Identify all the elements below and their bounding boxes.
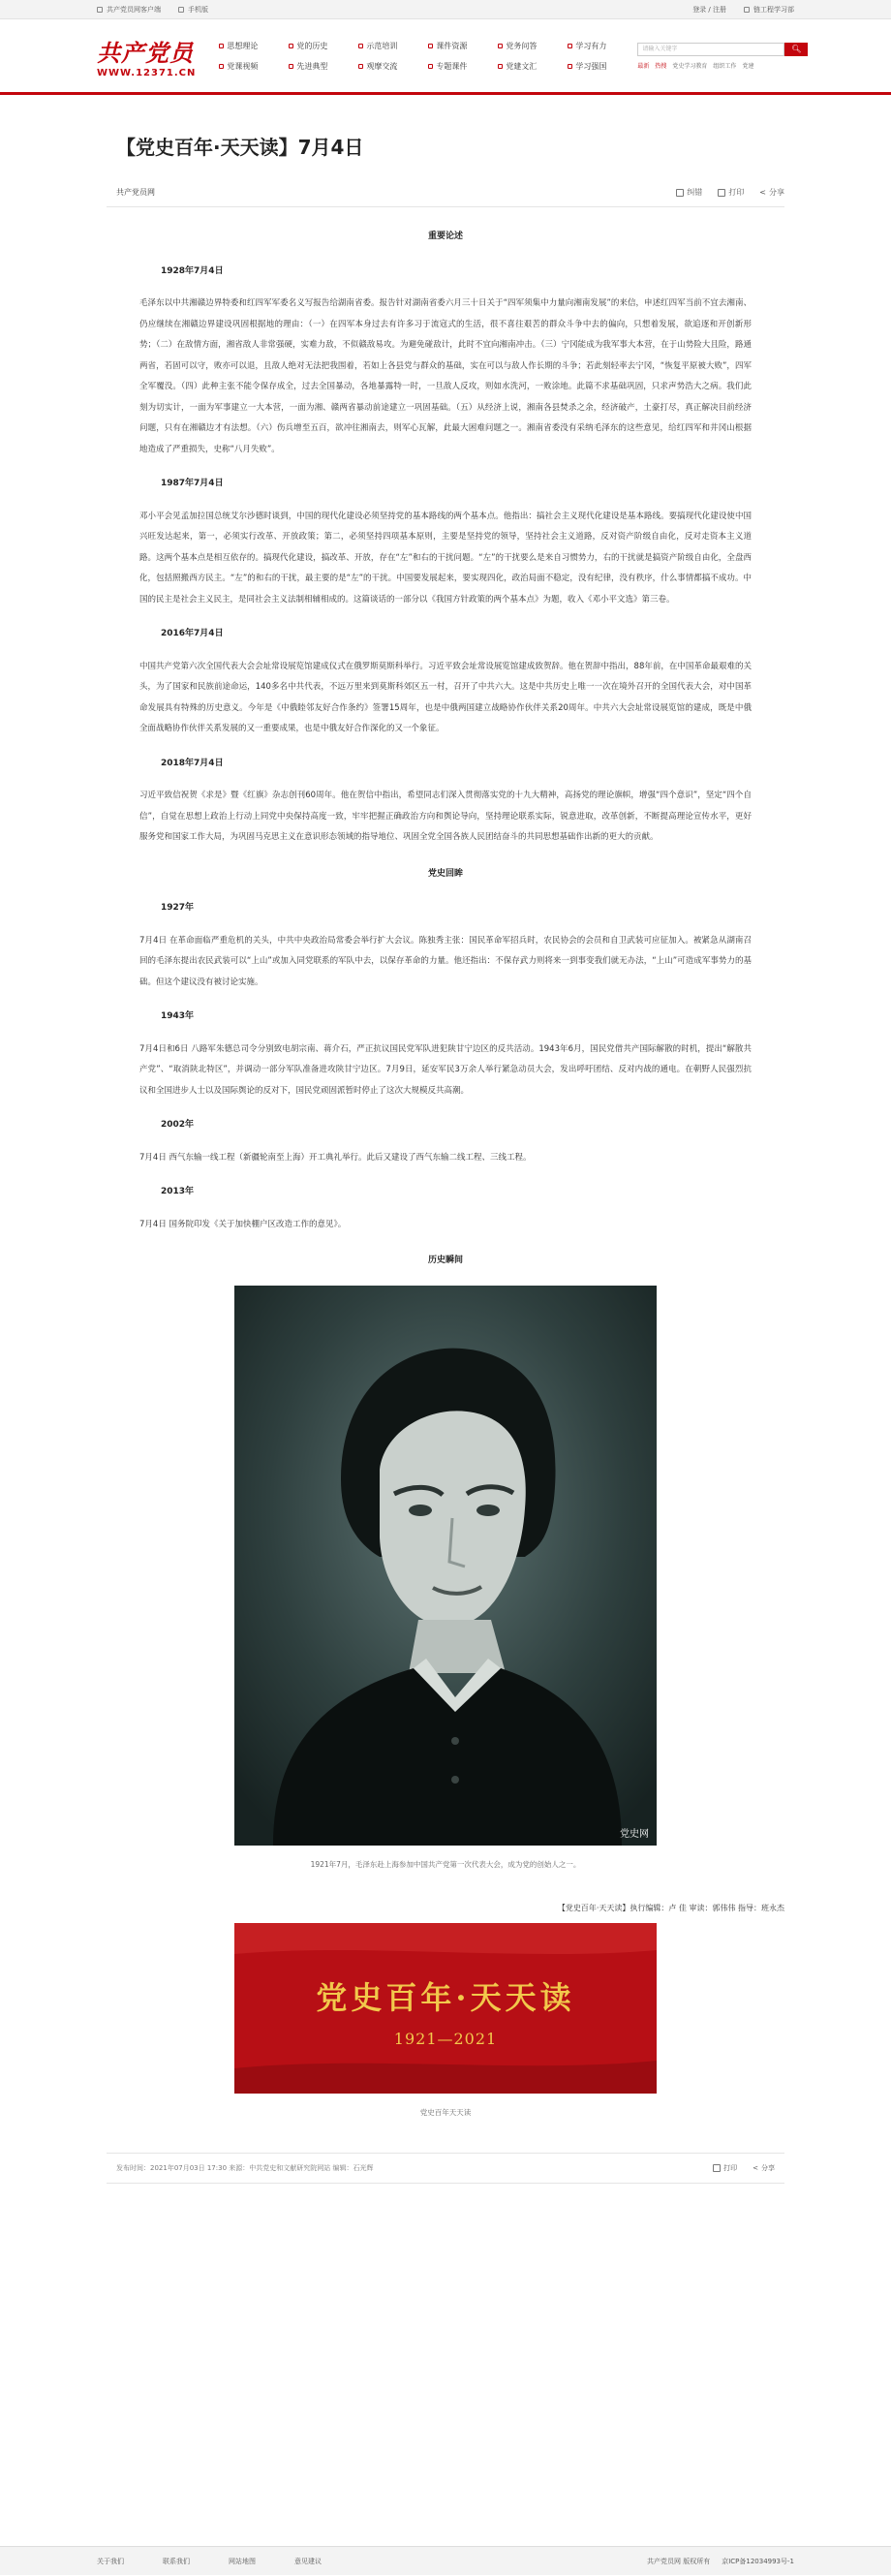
photo-watermark: 党史网	[620, 1828, 649, 1840]
editor-credits: 【党史百年·天天读】执行编辑：卢 佳 审读：郭伟伟 指导：班永杰	[557, 1903, 784, 1912]
historical-photo-figure	[234, 1286, 657, 1870]
mobile-icon	[178, 7, 184, 13]
nav-bullet-icon	[498, 44, 503, 48]
series-banner-figure	[234, 1923, 657, 2118]
date-heading: 2013年	[161, 1187, 195, 1196]
nav-bullet-icon	[428, 44, 433, 48]
edit-icon	[676, 189, 684, 197]
hot-keyword[interactable]: 组织工作	[713, 62, 737, 70]
nav-bullet-icon	[428, 64, 433, 69]
main-nav	[219, 41, 637, 72]
share-button[interactable]: < 分享	[759, 188, 784, 197]
nav-bullet-icon	[568, 64, 572, 69]
nav-item[interactable]: 党的历史	[289, 41, 358, 51]
section-heading: 重要论述	[427, 232, 463, 241]
paragraph: 中国共产党第六次全国代表大会会址常设展览馆建成仪式在俄罗斯莫斯科举行。习近平致会址常设展览馆建成致贺辞。他在贺辞中指出，88年前，在中国革命最艰难的关头，为了国家和民族前途命运，140多名中共代表，不远万里来到莫斯科郊区五一村，召开了中共六大。这是中共历史上唯一一次在境外召开的全国代表大会，对中国革命发展具有特殊的历史意义。今年是《中俄睦邻友好合作条约》签署15周年，也是中俄两国建立战略协作伙伴关系20周年。中共六大会址常设展览馆的建成，既是中俄全面战略协作伙伴关系发展的又一重要成果，也是中俄友好合作深化的又一个象征。	[139, 661, 752, 733]
footer-link[interactable]: 联系我们	[163, 2558, 190, 2565]
article-title: 【党史百年·天天读】7月4日	[116, 136, 364, 159]
nav-bullet-icon	[358, 44, 363, 48]
hot-keyword[interactable]: 党建	[742, 62, 754, 70]
date-heading: 2016年7月4日	[161, 629, 224, 638]
date-heading: 1987年7月4日	[161, 479, 224, 488]
correct-button[interactable]: 纠错	[676, 187, 702, 198]
nav-item[interactable]: 观摩交流	[358, 61, 428, 72]
icp-number[interactable]: 京ICP备12034993号-1	[722, 2558, 794, 2565]
search-box	[637, 43, 808, 70]
nav-item[interactable]: 专题课件	[428, 61, 498, 72]
nav-item[interactable]: 课件资源	[428, 41, 498, 51]
search-input[interactable]: 请输入关键字	[637, 43, 784, 56]
article-source: 共产党员网	[116, 188, 155, 197]
hot-keywords	[637, 61, 808, 70]
paragraph: 7月4日 在革命面临严重危机的关头，中共中央政治局常委会举行扩大会议。陈独秀主张：国民革命军招兵时，农民协会的会员和自卫武装可应征加入。被紧急从湖南召回的毛泽东提出农民武装可以“上山”或加入同党联系的军队中去，以保存革命的力量。他还指出：不保存武力则将来一到事变我们就无办法，“上山”可造成军事势力的基础。但这个建议没有被讨论实施。	[139, 935, 752, 987]
search-icon: 🔍︎	[791, 44, 802, 53]
banner-years: 1921—2021	[393, 2029, 498, 2048]
publish-info: 发布时间：2021年07月03日 17:30 来源：中共党史和文献研究院网站 编辑：石光辉	[116, 2163, 374, 2172]
banner-caption: 党史百年天天读	[419, 2107, 472, 2117]
paragraph: 邓小平会见孟加拉国总统艾尔沙德时谈到，中国的现代化建设必须坚持党的基本路线的两个基本点。他指出：搞社会主义现代化建设是基本路线。要搞现代化建设使中国兴旺发达起来，第一，必须实行改革、开放政策；第二，必须坚持四项基本原则，主要是坚持党的领导，坚持社会主义道路，反对资产阶级自由化，反对走资本主义道路。这两个基本点是相互依存的。搞现代化建设，搞改革、开放，存在“左”和右的干扰问题。“左”的干扰要么是来自习惯势力，右的干扰就是搞资产阶级自由化，全盘西化，包括照搬西方民主。“左”的和右的干扰，最主要的是“左”的干扰。中国要发展起来，要实现四化，政治局面不稳定，没有纪律，没有秩序，什么事情都搞不成功。中国的民主是社会主义民主，是同社会主义法制相辅相成的。这篇谈话的一部分以《我国方针政策的两个基本点》为题，收入《邓小平文选》第三卷。	[139, 511, 752, 605]
article-tools-bottom	[713, 2163, 775, 2173]
photo-caption: 1921年7月，毛泽东赴上海参加中国共产党第一次代表大会，成为党的创始人之一。	[310, 1859, 581, 1869]
nav-bullet-icon	[219, 64, 224, 69]
print-icon	[718, 189, 725, 197]
hot-keyword[interactable]: 党史学习教育	[672, 62, 708, 70]
mobile-link[interactable]: 手机版	[178, 5, 208, 15]
login-link[interactable]: 登录 / 注册	[692, 6, 726, 14]
date-heading: 1927年	[161, 903, 195, 913]
share-icon: <	[753, 2163, 758, 2172]
section-heading: 历史瞬间	[427, 1256, 463, 1265]
nav-bullet-icon	[568, 44, 572, 48]
hot-keyword[interactable]: 最新	[637, 62, 650, 70]
historical-photo	[234, 1286, 657, 1846]
article-footer-meta	[107, 2153, 784, 2184]
hot-keyword[interactable]: 热搜	[655, 62, 667, 70]
series-banner	[234, 1923, 657, 2094]
section-heading: 党史回眸	[427, 868, 463, 879]
paragraph: 7月4日 西气东输一线工程（新疆轮南至上海）开工典礼举行。此后又建设了西气东输二线工程、三线工程。	[139, 1152, 532, 1163]
nav-item[interactable]: 学习有力	[568, 41, 637, 51]
nav-item[interactable]: 学习强国	[568, 61, 637, 72]
paragraph: 毛泽东以中共湘赣边界特委和红四军军委名义写报告给湖南省委。报告针对湖南省委六月三十日关于“四军须集中力量向湘南发展”的来信，申述红四军当前不宜去湘南、仍应继续在湘赣边界建设巩固根据地的理由：（一）在四军本身过去有许多习于流寇式的生活，很不喜往艰苦的群众斗争中去的偏向，只想着发展，欲追逐和开创新形势；（二）在敌情方面，湘省敌人非常强硬，实难力敌，不似赣敌易攻。为避免碰敌计，此时不宜向湘南冲击。（三）宁冈能成为我军事大本营，在于山势险大且险，路通两省，若固可以守，败亦可以退，且敌人绝对无法把我围着，若如上各县党与群众的基础，实在可以与敌人作长期的斗争；若此刻轻率去宁冈，“恢复平原被大败”，四军全军覆没。（四）此种主张不能令保存成全，过去全国暴动，各地暴露特一时，一旦敌人反攻，则如水洗河，一败涂地。此篇不求基础巩固，只求声势浩大之病。我们此刻为切实计，一面为军事建立一大本营，一面为湘、赣两省暴动前途建立一巩固基础。（五）从经济上说，湘南各县焚杀之余，经济破产，土豪打尽，真正解决目前经济问题，只有在湘赣边才有法想。（六）伤兵增至五百，欲冲往湘南去，则军心瓦解，此最大困难问题之一。湘南省委没有采纳毛泽东的这些意见，给红四军和井冈山根据地造成了严重损失，史称“八月失败”。	[139, 298, 752, 454]
nav-item[interactable]: 党务问答	[498, 41, 568, 51]
date-heading: 1943年	[161, 1011, 195, 1021]
report-link[interactable]: 链工程学习部	[744, 5, 794, 15]
footer-link[interactable]: 网站地图	[229, 2558, 256, 2565]
nav-bullet-icon	[289, 64, 293, 69]
nav-bullet-icon	[219, 44, 224, 48]
footer-link[interactable]: 关于我们	[97, 2558, 124, 2565]
article-meta-bar	[107, 187, 784, 207]
footer-link[interactable]: 意见建议	[294, 2558, 322, 2565]
share-button[interactable]: < 分享	[753, 2163, 775, 2172]
banner-title: 党史百年·天天读	[316, 1978, 575, 2016]
site-logo[interactable]: 共产党员 WWW.12371.CN	[97, 38, 197, 78]
article-tools	[676, 187, 784, 198]
nav-bullet-icon	[498, 64, 503, 69]
portrait-illustration	[234, 1286, 657, 1846]
nav-item[interactable]: 思想理论	[219, 41, 289, 51]
nav-item[interactable]: 党课视频	[219, 61, 289, 72]
article	[107, 132, 784, 2184]
print-button[interactable]: 打印	[718, 187, 744, 198]
app-link[interactable]: 共产党员网客户端	[97, 5, 161, 15]
search-button[interactable]	[784, 43, 808, 56]
site-header	[0, 19, 891, 95]
nav-item[interactable]: 先进典型	[289, 61, 358, 72]
nav-bullet-icon	[289, 44, 293, 48]
nav-item[interactable]: 示范培训	[358, 41, 428, 51]
share-icon: <	[759, 188, 766, 197]
copyright: 共产党员网 版权所有	[646, 2558, 711, 2565]
print-icon	[713, 2164, 721, 2172]
date-heading: 2018年7月4日	[161, 758, 224, 768]
date-heading: 1928年7月4日	[161, 265, 224, 276]
date-heading: 2002年	[161, 1120, 195, 1130]
site-footer	[0, 2546, 891, 2575]
nav-item[interactable]: 党建文汇	[498, 61, 568, 72]
paragraph: 7月4日 国务院印发《关于加快棚户区改造工作的意见》。	[139, 1219, 347, 1229]
print-button[interactable]: 打印	[713, 2163, 737, 2173]
paragraph: 习近平致信祝贺《求是》暨《红旗》杂志创刊60周年。他在贺信中指出，希望同志们深入贯彻落实党的十九大精神，高扬党的理论旗帜，增强“四个意识”，坚定“四个自信”，自觉在思想上政治上行动上同党中央保持高度一致，牢牢把握正确政治方向和舆论导向，坚持理论联系实际，锐意进取，改革创新，不断提高理论宣传水平，更好服务党和国家工作大局，为巩固马克思主义在意识形态领域的指导地位、巩固全党全国各族人民团结奋斗的共同思想基础作出新的更大的贡献。	[139, 791, 752, 842]
top-bar	[0, 0, 891, 19]
phone-icon	[97, 7, 103, 13]
nav-bullet-icon	[358, 64, 363, 69]
article-content	[107, 227, 784, 1272]
paragraph: 7月4日和6日 八路军朱德总司令分别致电胡宗南、蒋介石，严正抗议国民党军队进犯陕甘宁边区的反共活动。1943年6月，国民党借共产国际解散的时机，提出“解散共产党”、“取消陕北特区”，并调动一部分军队准备进攻陕甘宁边区。7月9日，延安军民3万余人举行紧急动员大会，发出呼吁团结、反对内战的通电。在朝野人民强烈抗议和全国进步人士以及国际舆论的反对下，国民党顽固派暂时停止了这次大规模反共高潮。	[139, 1043, 752, 1096]
study-icon	[744, 7, 750, 13]
